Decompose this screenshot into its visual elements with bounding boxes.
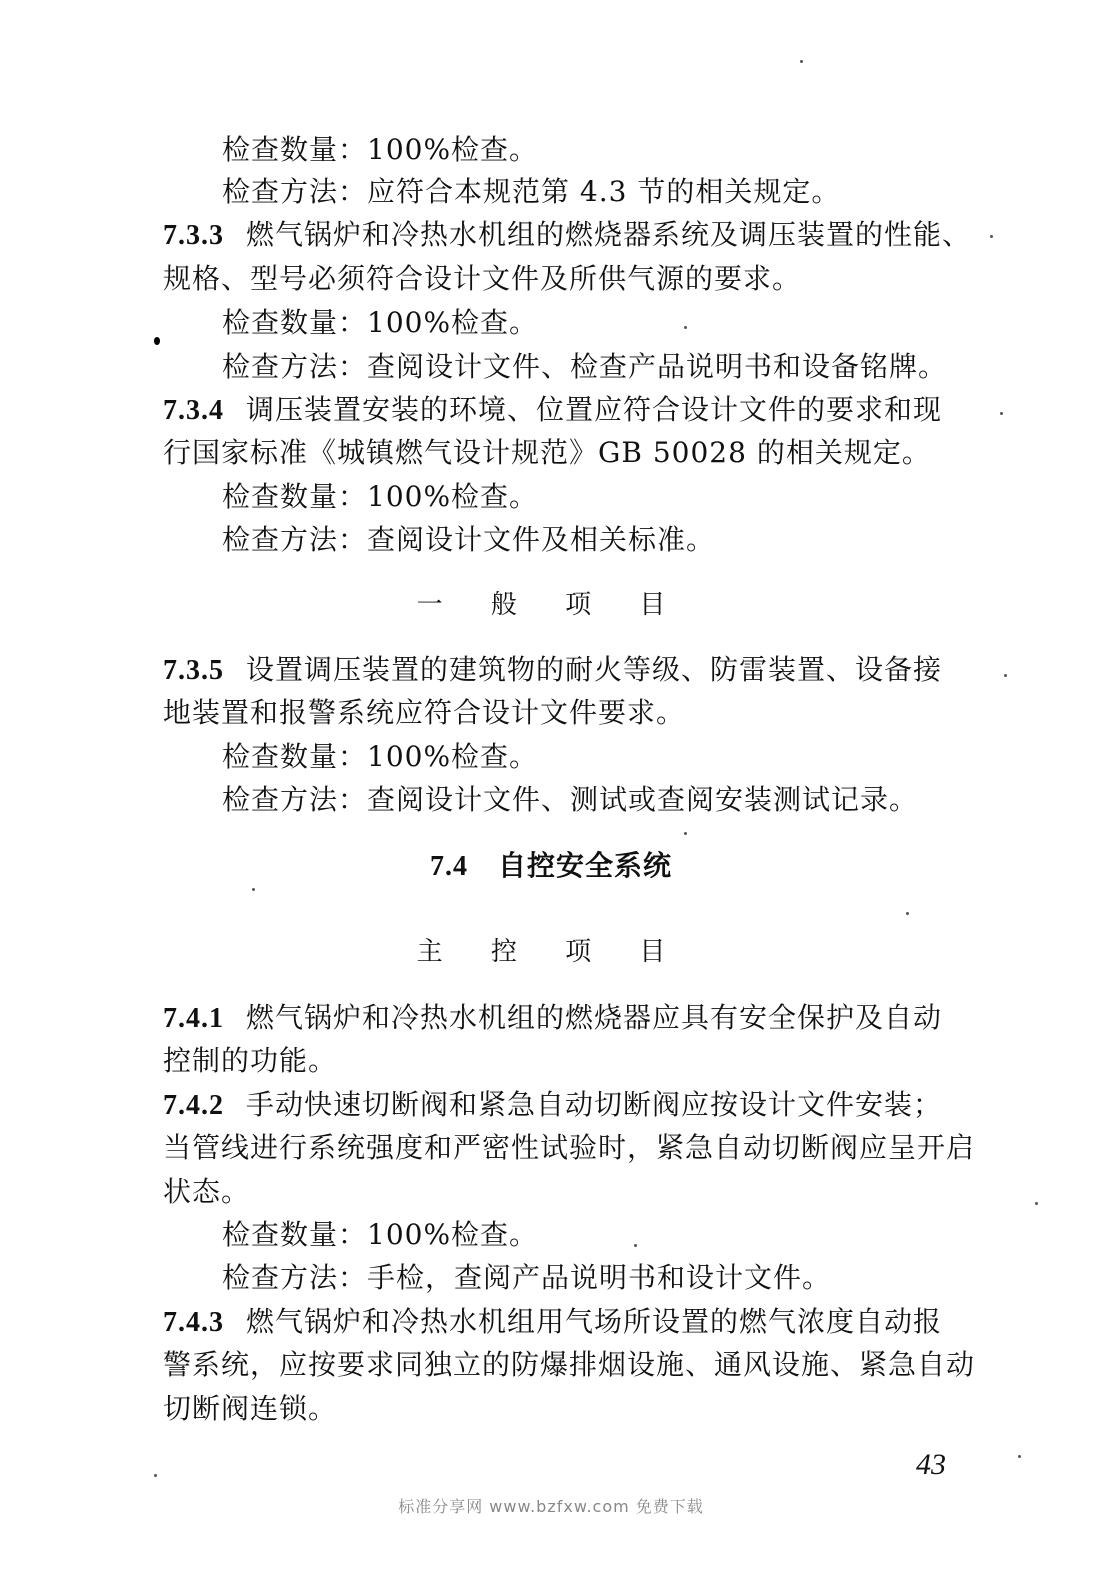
scan-speck [990, 235, 993, 238]
footer-watermark: 标准分享网 www.bzfxw.com 免费下载 [398, 1497, 704, 1516]
clause-7-4-3-cont: 警系统，应按要求同独立的防爆排烟设施、通风设施、紧急自动 [163, 1348, 976, 1381]
subheading-main-control-items: 主 控 项 目 [416, 937, 686, 967]
scan-speck [684, 326, 687, 329]
clause-number: 7.3.5 [163, 655, 224, 686]
clause-7-3-5-cont: 地装置和报警系统应符合设计文件要求。 [163, 696, 686, 729]
clause-text: 燃气锅炉和冷热水机组的燃烧器应具有安全保护及自动 [246, 1001, 943, 1034]
inspection-method: 检查方法：应符合本规范第 4.3 节的相关规定。 [222, 175, 841, 208]
inspection-quantity: 检查数量：100%检查。 [222, 480, 539, 513]
section-number: 7.4 [429, 851, 468, 882]
clause-7-4-2-cont: 当管线进行系统强度和严密性试验时，紧急自动切断阀应呈开启 [163, 1131, 976, 1164]
clause-number: 7.4.2 [163, 1090, 224, 1121]
clause-7-3-3 [163, 213, 983, 257]
section-title-7-4 [0, 844, 1102, 888]
inspection-quantity: 检查数量：100%检查。 [222, 1218, 539, 1251]
scan-speck [154, 1474, 157, 1477]
clause-7-4-2-cont2: 状态。 [163, 1175, 251, 1208]
clause-text: 手动快速切断阀和紧急自动切断阀应按设计文件安装； [246, 1088, 943, 1121]
subheading-general-items: 一 般 项 目 [416, 590, 686, 620]
clause-7-3-4 [163, 388, 983, 432]
clause-number: 7.4.1 [163, 1003, 224, 1034]
inspection-method: 检查方法：查阅设计文件及相关标准。 [222, 523, 716, 556]
clause-number: 7.3.3 [163, 220, 224, 251]
scan-speck [154, 337, 160, 345]
inspection-method: 检查方法：查阅设计文件、检查产品说明书和设备铭牌。 [222, 350, 948, 383]
clause-number: 7.4.3 [163, 1307, 224, 1338]
scan-speck [1018, 1455, 1021, 1458]
scan-speck [252, 888, 255, 891]
inspection-quantity: 检查数量：100%检查。 [222, 306, 539, 339]
clause-7-4-2 [163, 1083, 983, 1127]
clause-7-3-4-cont: 行国家标准《城镇燃气设计规范》GB 50028 的相关规定。 [163, 436, 931, 469]
scan-speck [1000, 412, 1003, 415]
inspection-method: 检查方法：手检，查阅产品说明书和设计文件。 [222, 1261, 832, 1294]
clause-7-4-1 [163, 996, 983, 1040]
scan-speck [800, 60, 803, 63]
scan-speck [634, 1244, 637, 1247]
clause-7-3-5 [163, 648, 983, 692]
clause-7-4-3-cont2: 切断阀连锁。 [163, 1392, 338, 1425]
clause-7-3-3-cont: 规格、型号必须符合设计文件及所供气源的要求。 [163, 262, 802, 295]
scan-speck [1035, 1202, 1038, 1205]
scan-speck [1004, 674, 1007, 677]
clause-text: 设置调压装置的建筑物的耐火等级、防雷装置、设备接 [246, 653, 943, 686]
clause-text: 燃气锅炉和冷热水机组用气场所设置的燃气浓度自动报 [246, 1305, 943, 1338]
clause-7-4-1-cont: 控制的功能。 [163, 1044, 338, 1077]
inspection-quantity: 检查数量：100%检查。 [222, 740, 539, 773]
clause-text: 调压装置安装的环境、位置应符合设计文件的要求和现 [246, 393, 943, 426]
inspection-method: 检查方法：查阅设计文件、测试或查阅安装测试记录。 [222, 783, 919, 816]
clause-7-4-3 [163, 1300, 983, 1344]
scan-speck [906, 912, 909, 915]
page-number: 43 [916, 1448, 946, 1481]
inspection-quantity: 检查数量：100%检查。 [222, 133, 539, 166]
section-name: 自控安全系统 [497, 849, 672, 882]
scan-speck [684, 832, 687, 835]
clause-number: 7.3.4 [163, 395, 224, 426]
clause-text: 燃气锅炉和冷热水机组的燃烧器系统及调压装置的性能、 [246, 218, 972, 251]
